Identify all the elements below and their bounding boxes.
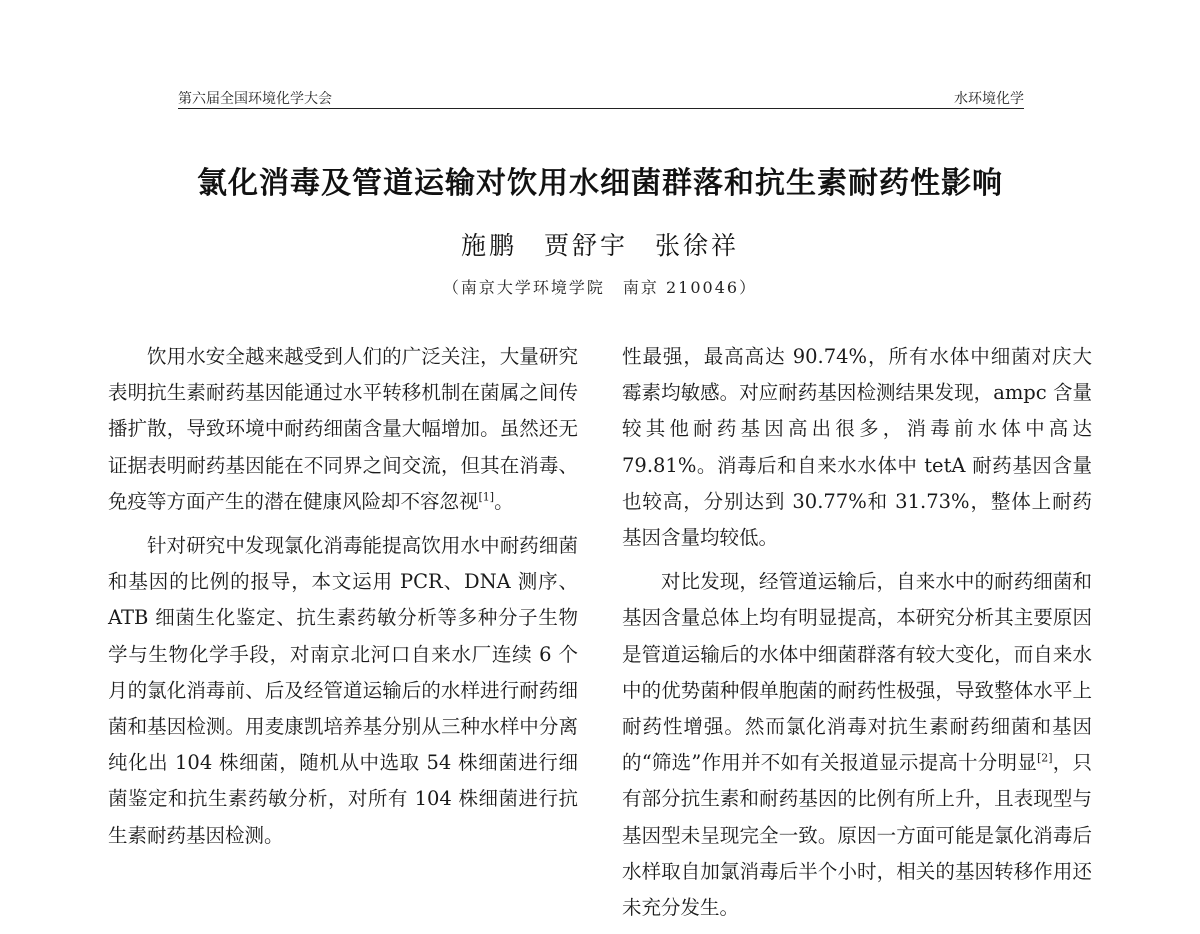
paragraph-text: 对比发现，经管道运输后，自来水中的耐药细菌和基因含量总体上均有明显提高，本研究分析其主要原因是管道运输后的水体中细菌群落有较大变化，而自来水中的优势菌种假单胞菌的耐药性极强，导致整体水平上耐药性增强。然而氯化消毒对抗生素耐药细菌和基因的“筛选”作用并不如有关报道显示提高十分明显	[622, 570, 1092, 775]
paragraph	[108, 339, 578, 520]
paragraph-end: ，只有部分抗生素和耐药基因的比例有所上升，且表现型与基因型未呈现完全一致。原因一方面可能是氯化消毒后水样取自加氯消毒后半个小时，相关的基因转移作用还未充分发生。	[622, 751, 1092, 920]
paragraph: 针对研究中发现氯化消毒能提高饮用水中耐药细菌和基因的比例的报导，本文运用 PCR、DNA 测序、ATB 细菌生化鉴定、抗生素药敏分析等多种分子生物学与生物化学手段，对南京北河口自来水厂连续 6 个月的氯化消毒前、后及经管道运输后的水样进行耐药细菌和基因检测。用麦康凯培养基分别从三种水样中分离纯化出 104 株细菌，随机从中选取 54 株细菌进行细菌鉴定和抗生素药敏分析，对所有 104 株细菌进行抗生素耐药基因检测。	[108, 534, 578, 847]
affiliation: （南京大学环境学院 南京 210046）	[442, 278, 758, 297]
paragraph-end: 。	[494, 489, 514, 513]
author: 贾舒宇	[543, 231, 628, 260]
article-title: 氯化消毒及管道运输对饮用水细菌群落和抗生素耐药性影响	[197, 166, 1003, 201]
paragraph: 性最强，最高高达 90.74%，所有水体中细菌对庆大霉素均敏感。对应耐药基因检测结果发现，ampc 含量较其他耐药基因高出很多，消毒前水体中高达 79.81%。消毒后和自来水水体中 tetA 耐药基因含量也较高，分别达到 30.77%和 31.73%，整体上耐药基因含量均较低。	[622, 345, 1092, 550]
author: 张徐祥	[654, 231, 739, 260]
conference-name: 第六届全国环境化学大会	[178, 91, 332, 107]
citation-ref: [1]	[478, 490, 495, 504]
section-name: 水环境化学	[954, 91, 1024, 107]
running-header	[178, 86, 1024, 109]
paragraph-text: 饮用水安全越来越受到人们的广泛关注，大量研究表明抗生素耐药基因能通过水平转移机制在菌属之间传播扩散，导致环境中耐药细菌含量大幅增加。虽然还无证据表明耐药基因能在不同界之间交流，但其在消毒、免疫等方面产生的潜在健康风险却不容忽视	[108, 345, 578, 513]
author: 施鹏	[461, 231, 518, 260]
left-column	[108, 339, 578, 862]
citation-ref: [2]	[1036, 751, 1053, 765]
paragraph	[622, 564, 1092, 926]
right-column	[622, 339, 1092, 934]
author-list	[0, 226, 1200, 262]
